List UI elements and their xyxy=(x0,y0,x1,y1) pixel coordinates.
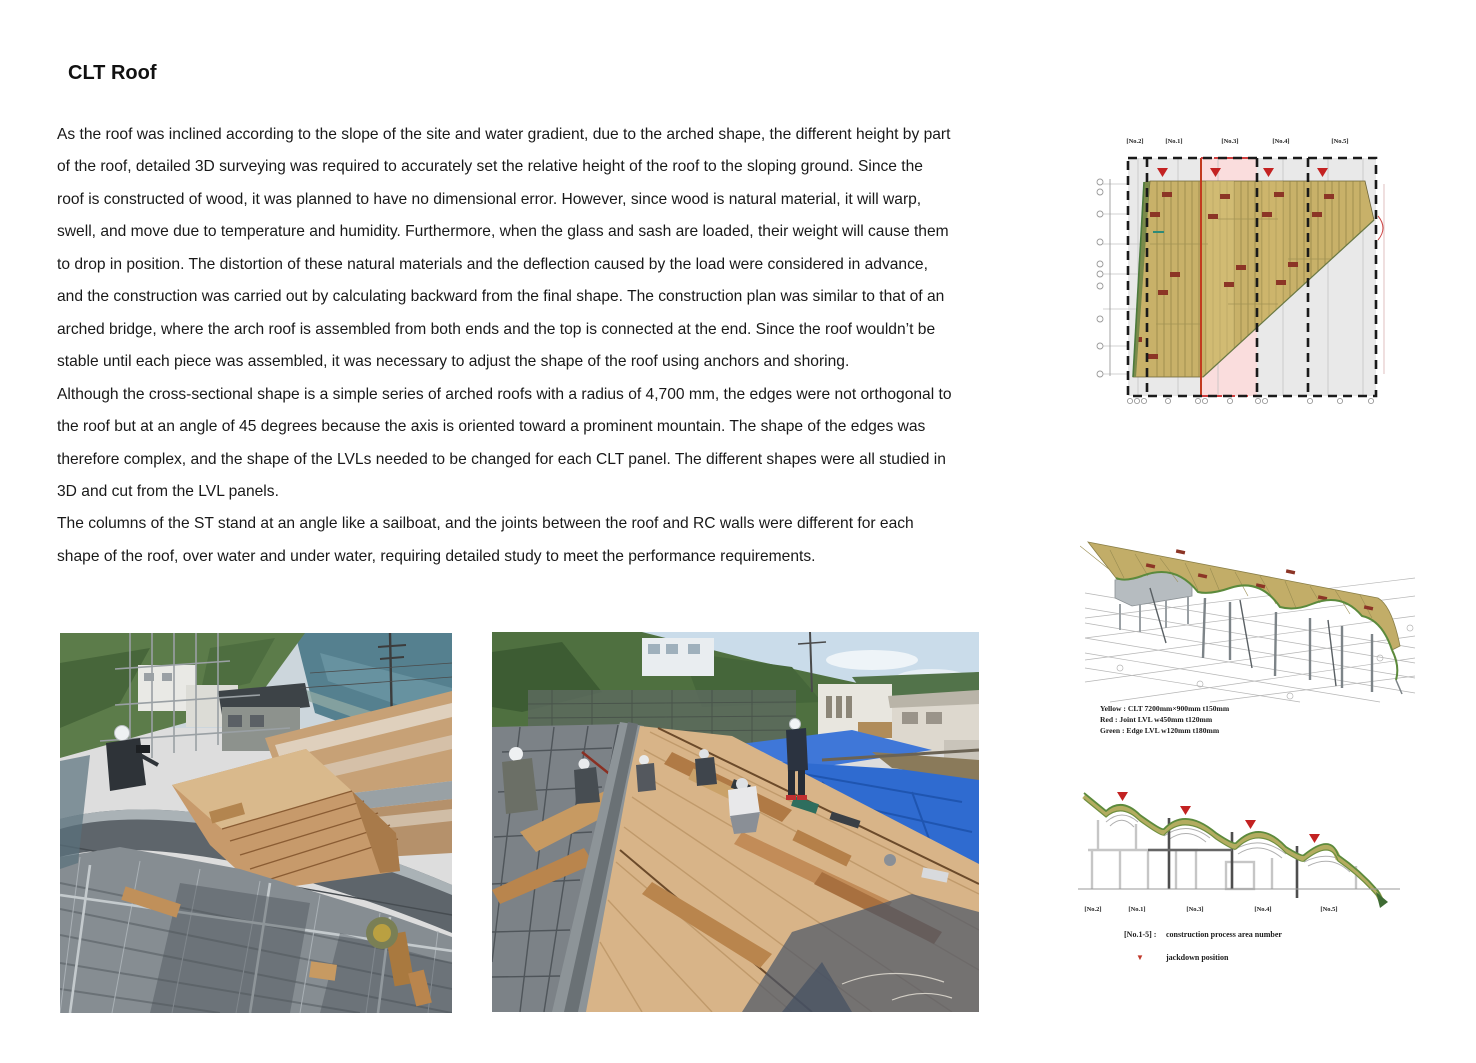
plan-area-label: [No.3] xyxy=(1221,138,1239,145)
caption-prefix: [No.1-5] : xyxy=(1124,930,1157,939)
legend-green-line: Green : Edge LVL w120mm t180mm xyxy=(1100,726,1220,735)
paragraph-geometry: Although the cross-sectional shape is a simple series of arched roofs with a radius of 4,700 mm, the edges were not orthogonal to the roof but at an angle of 45 degrees because the axis is oriented toward a prominent mountain. The shape of the edges was therefore complex, and the shape of the LVLs needed to be changed for each CLT panel. The different shapes were all studied in 3D and cut from the LVL panels. xyxy=(57,385,952,500)
section-area-label: [No.1] xyxy=(1128,906,1146,913)
caption-jackdown-text: jackdown position xyxy=(1166,953,1229,962)
photo-roof-deck-workers xyxy=(492,632,979,1012)
model-legend xyxy=(1100,703,1229,736)
legend-red-line: Red : Joint LVL w450mm t120mm xyxy=(1100,715,1213,724)
paragraph-columns: The columns of the ST stand at an angle like a sailboat, and the joints between the roof and RC walls were different for each shape of the roof, over water and under water, requiring detailed study to meet the performance requirements. xyxy=(57,515,914,565)
section-area-label: [No.5] xyxy=(1320,906,1338,913)
caption-area-text: construction process area number xyxy=(1166,930,1282,939)
diagram-3d-model xyxy=(1080,508,1422,704)
plan-area-label: [No.4] xyxy=(1272,138,1290,145)
page-title: CLT Roof xyxy=(68,62,157,84)
section-area-label: [No.2] xyxy=(1084,906,1102,913)
section-area-label: [No.3] xyxy=(1186,906,1204,913)
jackdown-marker-icon: ▼ xyxy=(1136,953,1144,962)
plan-area-label: [No.2] xyxy=(1126,138,1144,145)
model-drawing xyxy=(1080,508,1422,704)
photo2-illustration xyxy=(492,632,979,1012)
photo-lvl-joint-on-beam xyxy=(60,633,452,1013)
section-caption xyxy=(1124,930,1282,976)
diagram-roof-plan xyxy=(1078,124,1408,414)
plan-drawing xyxy=(1078,124,1408,414)
section-area-label: [No.4] xyxy=(1254,906,1272,913)
diagram-section xyxy=(1076,766,1408,926)
photo1-illustration xyxy=(60,633,452,1013)
body-text xyxy=(57,119,954,573)
plan-area-label: [No.5] xyxy=(1331,138,1349,145)
grid-bubbles xyxy=(1097,179,1110,377)
paragraph-construction: As the roof was inclined according to the slope of the site and water gradient, due to the arched shape, the different height by part of the roof, detailed 3D surveying was required to accurately set the relative height of the roof to the sloping ground. Since the roof is constructed of wood, it was planned to have no dimensional error. However, since wood is natural material, it will warp, swell, and move due to temperature and humidity. Furthermore, when the glass and sash are loaded, their weight will cause them to drop in position. The distortion of these natural materials and the deflection caused by the load were considered in advance, and the construction was carried out by calculating backward from the final shape. The construction plan was similar to that of an arched bridge, where the arch roof is assembled from both ends and the top is connected at the end. Since the roof wouldn’t be stable until each piece was assembled, it was necessary to adjust the shape of the roof using anchors and shoring. xyxy=(57,126,951,371)
section-drawing xyxy=(1076,766,1408,911)
plan-area-label: [No.1] xyxy=(1165,138,1183,145)
legend-yellow-line: Yellow : CLT 7200mm×900mm t150mm xyxy=(1100,704,1230,713)
